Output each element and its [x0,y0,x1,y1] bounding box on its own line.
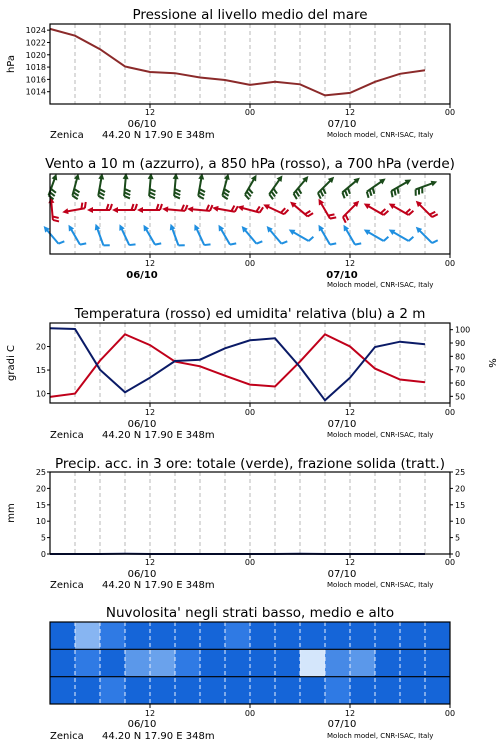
wind-barb [245,175,257,200]
cloud-cell [325,649,351,676]
date-label: 07/10 [328,119,357,130]
y-tick-label: 5 [455,534,460,543]
y-axis-label: gradi C [6,345,17,381]
date-label: 06/10 [126,270,158,281]
plot-border [50,323,450,403]
barb-feather [409,211,414,215]
barb-head [187,206,193,212]
barb-head [237,205,244,211]
cloud-cell [100,677,126,704]
coords-label: 44.20 N 17.90 E 348m [102,130,215,141]
barb-shaft [46,228,59,243]
cloud-cell [175,622,201,649]
wind-barb [294,176,309,199]
cloud-cell [200,622,226,649]
barb-feather [432,240,438,243]
cloud-cell [275,677,301,704]
date-label: 07/10 [328,419,357,430]
cloud-cell [300,677,326,704]
location-label: Zenica [50,731,84,742]
y-tick-label: 25 [455,468,465,477]
x-tick-label: 12 [145,709,155,718]
barb-feather [256,206,259,211]
barb-feather [342,192,344,198]
barb-feather [308,213,313,216]
panel-title: Vento a 10 m (azzurro), a 850 hPa (rosso), a 700 hPa (verde) [45,156,455,172]
barb-feather [155,243,161,244]
wind-barb [212,206,238,212]
panel-title: Precip. acc. in 3 ore: totale (verde), frazione solida (tratt.) [55,456,445,472]
barb-feather [373,188,375,194]
credit-label: Moloch model, CNR-ISAC, Italy [327,732,433,740]
barb-feather [160,204,162,210]
plot-border [50,24,450,104]
barb-feather [384,237,389,241]
barb-feather [381,209,386,213]
cloud-cell [400,649,426,676]
x-tick-label: 12 [145,259,155,268]
wind-barb [319,225,337,245]
coords-label: 44.20 N 17.90 E 348m [102,580,215,591]
barb-feather [294,194,297,199]
y-tick-label: 10 [455,517,465,526]
barb-feather [305,211,310,214]
barb-feather [330,243,336,244]
barb-feather [328,214,334,215]
x-tick-label: 00 [445,408,455,417]
wind-barb [416,201,438,217]
y-tick-label: 15 [36,501,46,510]
barb-feather [223,192,228,195]
barb-feather [367,192,369,198]
barb-feather [309,237,314,241]
y-axis-label: hPa [6,55,17,73]
wind-barb [391,180,411,198]
barb-feather [384,211,389,215]
barb-feather [174,192,180,195]
wind-barb [318,177,334,199]
wind-barb [342,178,360,199]
barb-feather [260,207,263,212]
barb-feather [256,241,262,243]
barb-feather [58,241,64,243]
wind-barb [242,226,263,244]
coords-label: 44.20 N 17.90 E 348m [102,430,215,441]
cloud-cell [150,649,176,676]
wind-barb [389,230,414,242]
barb-feather [99,192,105,195]
x-tick-label: 12 [145,558,155,567]
credit-label: Moloch model, CNR-ISAC, Italy [327,131,433,139]
x-tick-label: 12 [345,558,355,567]
wind-barb [170,224,185,246]
barb-feather [269,194,273,199]
cloud-cell [75,622,101,649]
wind-barb [290,202,313,217]
wind-barb [267,226,288,244]
cloud-cell [50,649,76,676]
barb-feather [345,190,347,196]
barb-head [87,207,93,213]
date-label: 07/10 [326,270,358,281]
barb-feather [98,196,104,199]
barb-head [162,206,168,212]
barb-feather [245,195,249,200]
barb-feather [80,243,86,244]
x-tick-label: 12 [145,108,155,117]
y-tick-label: 0 [455,550,460,559]
date-label: 06/10 [128,119,157,130]
y-tick-label: 10 [36,390,46,399]
location-label: Zenica [50,130,84,141]
barb-head [62,208,68,214]
cloud-cell [300,649,326,676]
wind-barb [173,173,181,198]
barb-feather [432,214,438,217]
y-tick-label: 10 [36,517,46,526]
barb-feather [397,188,398,194]
barb-feather [149,192,155,195]
barb-feather [249,189,253,194]
cloud-cell [75,649,101,676]
wind-barb [123,173,131,198]
barb-feather [206,205,209,211]
barb-feather [210,205,213,211]
cloud-cell [275,622,301,649]
barb-feather [150,189,156,192]
cloud-cell [250,649,276,676]
credit-label: Moloch model, CNR-ISAC, Italy [327,431,433,439]
barb-feather [53,220,59,221]
barb-feather [430,212,436,215]
cloud-cell [50,622,76,649]
wind-barb [364,204,389,216]
barb-feather [318,193,321,199]
wind-barb [367,179,386,198]
wind-barb [62,202,86,214]
panel-title: Nuvolosita' negli strati basso, medio e alto [106,605,394,621]
credit-label: Moloch model, CNR-ISAC, Italy [327,281,433,289]
barb-feather [298,188,301,193]
cloud-cell [125,677,151,704]
barb-feather [135,204,137,210]
cloud-cell [425,622,451,649]
wind-barb [198,173,205,199]
y-tick-label: 1014 [26,88,46,97]
cloud-cell [350,649,376,676]
barb-feather [370,190,372,196]
barb-feather [271,191,275,196]
wind-barb [416,181,438,196]
barb-feather [247,192,251,197]
panel-title: Pressione al livello medio del mare [132,7,367,23]
x-tick-label: 00 [445,259,455,268]
y-tick-label: 1022 [26,38,46,47]
wind-barb [194,224,210,245]
wind-barb [69,225,87,245]
barb-feather [355,243,361,244]
wind-barb [344,225,362,245]
date-label: 07/10 [328,569,357,580]
cloud-cell [375,677,401,704]
barb-feather [235,206,238,212]
wind-barb [44,226,65,244]
barb-feather [51,189,56,193]
wind-barb [95,224,110,246]
barb-feather [198,196,204,199]
barb-shaft [172,227,179,246]
x-tick-label: 00 [245,108,255,117]
wind-barb [219,225,237,245]
x-tick-label: 12 [345,408,355,417]
cloud-cell [350,677,376,704]
barb-feather [85,202,86,208]
x-tick-label: 00 [245,408,255,417]
location-label: Zenica [50,430,84,441]
cloud-cell [425,649,451,676]
wind-barb [148,173,156,198]
barb-feather [409,237,414,241]
wind-barb [289,230,314,242]
y-tick-label: 1018 [26,63,46,72]
y-tick-label: 15 [455,501,465,510]
barb-feather [281,208,285,213]
x-tick-label: 12 [345,709,355,718]
wind-barb [416,227,438,243]
cloud-cell [375,622,401,649]
panel-1 [6,7,455,141]
barb-feather [231,206,234,212]
date-label: 06/10 [128,419,157,430]
y-tick-label: 5 [41,534,46,543]
date-label: 07/10 [328,719,357,730]
barb-feather [230,243,236,244]
x-tick-label: 00 [445,558,455,567]
y-tick-label: 25 [36,468,46,477]
barb-feather [204,244,210,245]
barb-feather [281,241,287,243]
barb-feather [284,210,288,215]
y-tick-label: 15 [36,366,46,375]
wind-barb [72,173,79,199]
barb-feather [185,205,188,211]
y-tick-label: 50 [455,392,465,401]
pressure-line [50,29,425,96]
panel-4 [6,456,465,591]
barb-feather [125,189,131,192]
date-label: 06/10 [128,719,157,730]
cloud-cell [350,622,376,649]
wind-barb [98,173,105,199]
wind-barb [269,175,282,199]
y-tick-label: 20 [455,484,465,493]
cloud-cell [275,649,301,676]
barb-feather [391,191,392,197]
barb-feather [81,203,82,209]
y-tick-label: 20 [36,343,46,352]
panel-3 [6,306,497,441]
y-axis-label: mm [6,503,17,522]
y-tick-label: 1020 [26,51,46,60]
cloud-cell [250,622,276,649]
x-tick-label: 00 [245,709,255,718]
wind-barb [343,201,359,223]
cloud-cell [200,677,226,704]
barb-feather [296,191,299,196]
coords-label: 44.20 N 17.90 E 348m [102,731,215,742]
y-tick-label: 100 [455,326,470,335]
cloud-cell [250,677,276,704]
cloud-cell [100,649,126,676]
barb-feather [343,217,346,223]
panel-5-cells [50,622,451,704]
barb-feather [394,189,395,195]
wind-barb [119,224,135,245]
cloud-cell [375,649,401,676]
plot-border [50,472,450,554]
wind-barb [263,204,288,214]
x-tick-label: 00 [445,709,455,718]
y-tick-label: 20 [36,484,46,493]
x-tick-label: 12 [345,259,355,268]
barb-feather [175,189,181,192]
y-tick-label: 70 [455,366,465,375]
y-tick-label: 1024 [26,26,46,35]
y2-axis-label: % [486,358,497,368]
cloud-cell [125,649,151,676]
barb-head [137,207,143,213]
y-tick-label: 80 [455,352,465,361]
cloud-cell [175,677,201,704]
cloud-cell [50,677,76,704]
barb-head [112,207,118,213]
credit-label: Moloch model, CNR-ISAC, Italy [327,581,433,589]
x-tick-label: 12 [145,408,155,417]
y-tick-label: 60 [455,379,465,388]
cloud-cell [400,677,426,704]
x-tick-label: 12 [345,108,355,117]
cloud-cell [225,622,251,649]
wind-barb [389,204,414,216]
y-tick-label: 1016 [26,75,46,84]
cloud-cell [225,649,251,676]
x-tick-label: 00 [245,558,255,567]
barb-feather [129,244,135,245]
barb-feather [320,191,323,197]
barb-feather [73,192,78,195]
cloud-cell [100,622,126,649]
x-tick-label: 00 [245,259,255,268]
barb-feather [330,217,336,218]
cloud-cell [425,677,451,704]
cloud-cell [175,649,201,676]
cloud-cell [325,622,351,649]
wind-barb [319,199,337,219]
cloud-cell [125,622,151,649]
wind-barb [364,230,389,242]
y-tick-label: 0 [41,550,46,559]
wind-barb [222,173,229,199]
barb-feather [124,192,130,195]
panel-title: Temperatura (rosso) ed umidita' relativa (blu) a 2 m [74,306,426,322]
cloud-cell [75,677,101,704]
barb-feather [181,205,184,211]
cloud-cell [325,677,351,704]
barb-feather [406,209,411,213]
cloud-cell [400,622,426,649]
y-tick-label: 90 [455,339,465,348]
date-label: 06/10 [128,569,157,580]
x-tick-label: 00 [445,108,455,117]
cloud-cell [200,649,226,676]
barb-feather [345,215,348,221]
panel-2 [44,156,455,289]
cloud-cell [150,622,176,649]
cloud-cell [225,677,251,704]
wind-barb [144,225,162,245]
cloud-cell [300,622,326,649]
barb-feather [199,192,205,195]
cloud-cell [150,677,176,704]
barb-head [212,206,218,212]
location-label: Zenica [50,580,84,591]
barb-feather [110,204,112,210]
